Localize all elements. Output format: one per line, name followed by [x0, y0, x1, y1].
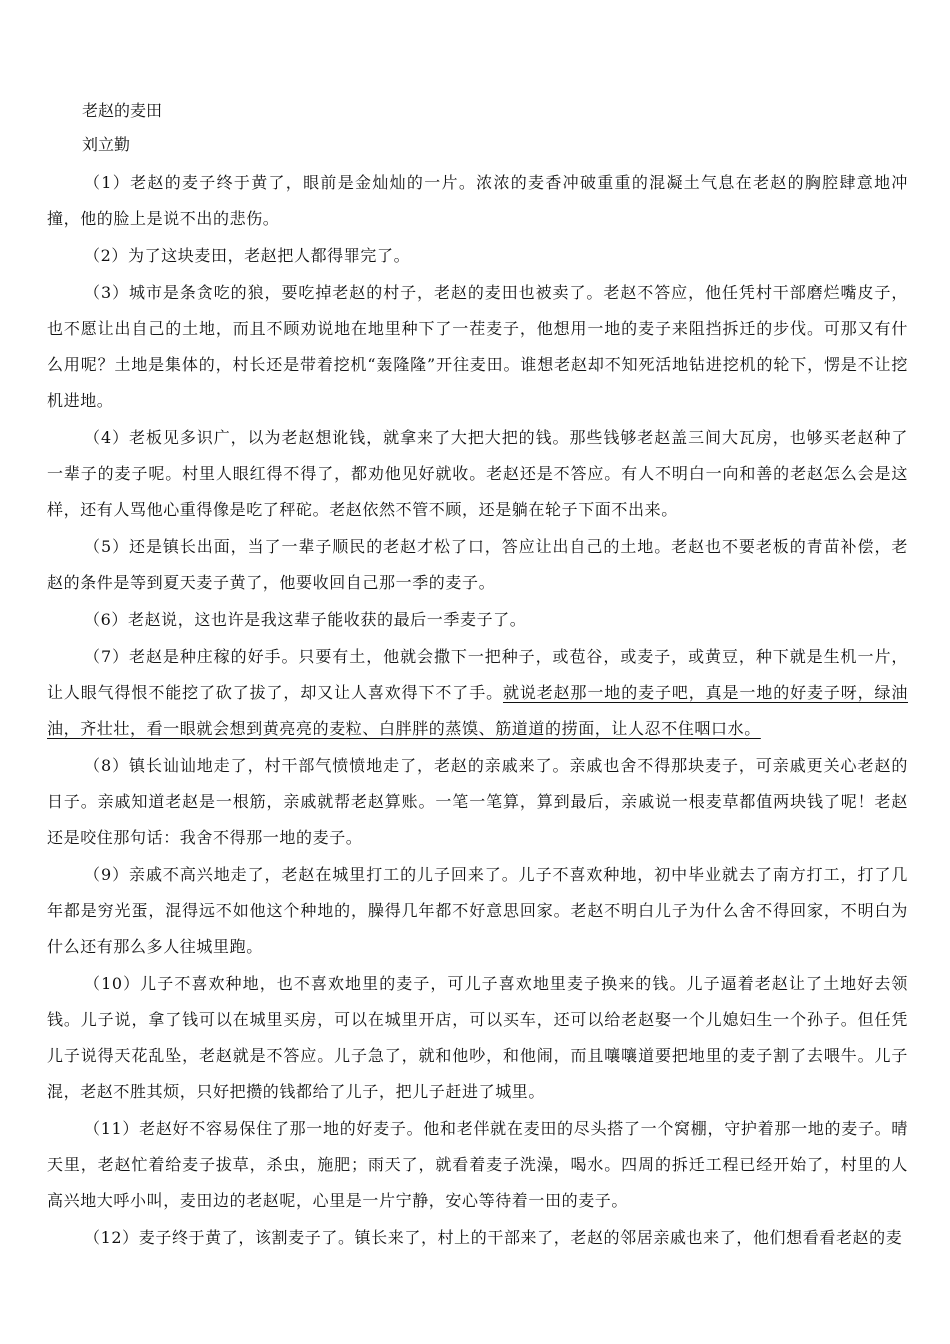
paragraph-text: （7）老赵是种庄稼的好手。只要有土，他就会撒下一把种子，或苞谷，或麦子，或黄豆，种下就是生机一片，让人眼气得恨不能挖了砍了拔了，却又让人喜欢得下不了手。 — [47, 647, 908, 702]
paragraph-text: （2）为了这块麦田，老赵把人都得罪完了。 — [84, 246, 411, 265]
paragraph-text: （3）城市是条贪吃的狼，要吃掉老赵的村子，老赵的麦田也被卖了。老赵不答应，他任凭村干部磨烂嘴皮子，也不愿让出自己的土地，而且不顾劝说地在地里种下了一茬麦子，他想用一地的麦子来阻挡拆迁的步伐。可那又有什么用呢？土地是集体的，村长还是带着挖机“轰隆隆”开往麦田。谁想老赵却不知死活地钻进挖机的轮下，愣是不让挖机进地。 — [47, 283, 908, 410]
paragraph-text: （11）老赵好不容易保住了那一地的好麦子。他和老伴就在麦田的尽头搭了一个窝棚，守护着那一地的麦子。晴天里，老赵忙着给麦子拔草，杀虫，施肥；雨天了，就看着麦子洗澡，喝水。四周的拆迁工程已经开始了，村里的人高兴地大呼小叫，麦田边的老赵呢，心里是一片宁静，安心等待着一田的麦子。 — [47, 1119, 908, 1210]
paragraph-5 — [47, 529, 908, 602]
article-title: 老赵的麦田 — [82, 101, 163, 120]
underlined-sentence: 就说老赵那一地的麦子吧，真是一地的好麦子呀，绿油油，齐壮壮，看一眼就会想到黄亮亮的麦粒、白胖胖的蒸馍、筋道道的捞面，让人忍不住咽口水。 — [47, 683, 909, 738]
paragraph-8 — [47, 748, 908, 857]
paragraph-11 — [47, 1111, 908, 1220]
paragraph-2 — [47, 238, 908, 275]
paragraph-text: （8）镇长讪讪地走了，村干部气愤愤地走了，老赵的亲戚来了。亲戚也舍不得那块麦子，可亲戚更关心老赵的日子。亲戚知道老赵是一根筋，亲戚就帮老赵算账。一笔一笔算，算到最后，亲戚说一根麦草都值两块钱了呢！老赵还是咬住那句话：我舍不得那一地的麦子。 — [47, 756, 908, 847]
paragraph-text: （5）还是镇长出面，当了一辈子顺民的老赵才松了口，答应让出自己的土地。老赵也不要老板的青苗补偿，老赵的条件是等到夏天麦子黄了，他要收回自己那一季的麦子。 — [47, 537, 908, 592]
paragraph-6 — [47, 602, 908, 639]
paragraph-text: （6）老赵说，这也许是我这辈子能收获的最后一季麦子了。 — [84, 610, 527, 629]
paragraph-text: （10）儿子不喜欢种地，也不喜欢地里的麦子，可儿子喜欢地里麦子换来的钱。儿子逼着老赵让了土地好去领钱。儿子说，拿了钱可以在城里买房，可以在城里开店，可以买车，还可以给老赵娶一个儿媳妇生一个孙子。但任凭儿子说得天花乱坠，老赵就是不答应。儿子急了，就和他吵，和他闹，而且嚷嚷道要把地里的麦子割了去喂牛。儿子混，老赵不胜其烦，只好把攒的钱都给了儿子，把儿子赶进了城里。 — [47, 974, 908, 1101]
paragraph-7 — [47, 639, 908, 748]
article-author: 刘立勤 — [82, 135, 131, 154]
paragraph-3 — [47, 275, 908, 420]
paragraph-12 — [47, 1220, 908, 1257]
article-body — [47, 165, 908, 1257]
paragraph-4 — [47, 420, 908, 529]
paragraph-text: （1）老赵的麦子终于黄了，眼前是金灿灿的一片。浓浓的麦香冲破重重的混凝土气息在老赵的胸腔肆意地冲撞，他的脸上是说不出的悲伤。 — [47, 173, 908, 228]
paragraph-1 — [47, 165, 908, 238]
paragraph-9 — [47, 857, 908, 966]
paragraph-10 — [47, 966, 908, 1111]
paragraph-text: （4）老板见多识广，以为老赵想讹钱，就拿来了大把大把的钱。那些钱够老赵盖三间大瓦房，也够买老赵种了一辈子的麦子呢。村里人眼红得不得了，都劝他见好就收。老赵还是不答应。有人不明白一向和善的老赵怎么会是这样，还有人骂他心重得像是吃了秤砣。老赵依然不管不顾，还是躺在轮子下面不出来。 — [47, 428, 908, 519]
paragraph-text: （12）麦子终于黄了，该割麦子了。镇长来了，村上的干部来了，老赵的邻居亲戚也来了，他们想看看老赵的麦 — [84, 1228, 903, 1247]
paragraph-text: （9）亲戚不高兴地走了，老赵在城里打工的儿子回来了。儿子不喜欢种地，初中毕业就去了南方打工，打了几年都是穷光蛋，混得远不如他这个种地的，臊得几年都不好意思回家。老赵不明白儿子为什么舍不得回家，不明白为什么还有那么多人往城里跑。 — [47, 865, 908, 956]
